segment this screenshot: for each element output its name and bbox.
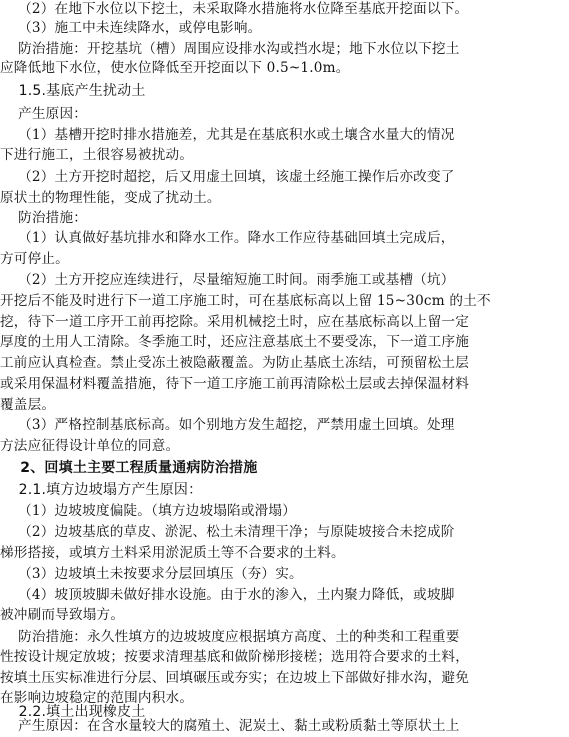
body-text-line: （2）土方开挖时超挖，后又用虚土回填，该虚土经施工操作后亦改变了 xyxy=(0,169,455,185)
body-text-line: 防治措施：开挖基坑（槽）周围应设排水沟或挡水堤；地下水位以下挖土 xyxy=(0,41,460,57)
body-text-line: 应降低地下水位，使水位降低至开挖面以下 0.5~1.0m。 xyxy=(0,60,350,76)
body-text-line: （1）边坡坡度偏陡。（填方边坡塌陷或滑塌） xyxy=(0,503,297,519)
body-text-line: 开挖后不能及时进行下一道工序施工时，可在基底标高以上留 15~30cm 的土不 xyxy=(0,293,491,309)
section-heading-1-5: 1.5.基底产生扰动土 xyxy=(0,83,146,99)
body-text-line: 或采用保温材料覆盖措施，待下一道工序施工前再清除松土层或去掉保温材料 xyxy=(0,376,469,392)
body-text-line: 防治措施： xyxy=(0,210,88,226)
body-text-line: 被冲刷而导致塌方。 xyxy=(0,607,125,623)
body-text-line: 产生原因：在含水量较大的腐殖土、泥炭土、黏土或粉质黏土等原状土上 xyxy=(0,718,460,734)
body-text-line: 方法应征得设计单位的同意。 xyxy=(0,438,180,454)
body-text-line: 原状土的物理性能，变成了扰动土。 xyxy=(0,190,221,206)
section-heading-2-1: 2.1.填方边坡塌方产生原因： xyxy=(0,482,203,498)
body-text-line: 覆盖层。 xyxy=(0,397,56,413)
section-heading-2: 2、回填土主要工程质量通病防治措施 xyxy=(0,460,258,476)
body-text-line: 下进行施工，土很容易被扰动。 xyxy=(0,147,194,163)
body-text-line: 防治措施：永久性填方的边坡坡度应根据填方高度、土的种类和工程重要 xyxy=(0,629,460,645)
body-text-line: 挖，待下一道工序开工前再挖除。采用机械挖土时，应在基底标高以上留一定 xyxy=(0,314,469,330)
body-text-line: 工前应认真检查。禁止受冻土被隐蔽覆盖。为防止基底土冻结，可预留松土层 xyxy=(0,355,469,371)
body-text-line: 产生原因： xyxy=(0,106,88,122)
body-text-line: 方可停止。 xyxy=(0,251,69,267)
body-text-line: 厚度的土用人工清除。冬季施工时，还应注意基底土不要受冻，下一道工序施 xyxy=(0,334,469,350)
body-text-line: （2）在地下水位以下挖土，未采取降水措施将水位降至基底开挖面以下。 xyxy=(0,1,469,17)
body-text-line: （1）认真做好基坑排水和降水工作。降水工作应待基础回填土完成后， xyxy=(0,230,455,246)
body-text-line: （4）坡顶坡脚未做好排水设施。由于水的渗入，土内聚力降低，或坡脚 xyxy=(0,587,455,603)
body-text-line: （3）边坡填土未按要求分层回填压（夯）实。 xyxy=(0,566,303,582)
body-text-line: （3）施工中未连续降水，或停电影响。 xyxy=(0,20,262,36)
body-text-line: （2）土方开挖应连续进行，尽量缩短施工时间。雨季施工或基槽（坑） xyxy=(0,272,455,288)
body-text-line: 性按设计规定放坡；按要求清理基底和做阶梯形接槎；选用符合要求的土料， xyxy=(0,649,469,665)
body-text-line: 梯形搭接，或填方土料采用淤泥质土等不合要求的土料。 xyxy=(0,545,345,561)
body-text-line: （3）严格控制基底标高。如个别地方发生超挖，严禁用虚土回填。处理 xyxy=(0,417,455,433)
body-text-line: （2）边坡基底的草皮、淤泥、松土未清理干净；与原陡坡接合未挖成阶 xyxy=(0,524,455,540)
body-text-line: 按填土压实标准进行分层、回填碾压或夯实；在边坡上下部做好排水沟，避免 xyxy=(0,670,469,686)
body-text-line: （1）基槽开挖时排水措施差，尤其是在基底积水或土壤含水量大的情况 xyxy=(0,127,455,143)
section-heading-2-2: 2.2.填土出现橡皮土 xyxy=(0,704,146,720)
body-text-line: 在影响边坡稳定的范围内积水。 xyxy=(0,690,194,706)
